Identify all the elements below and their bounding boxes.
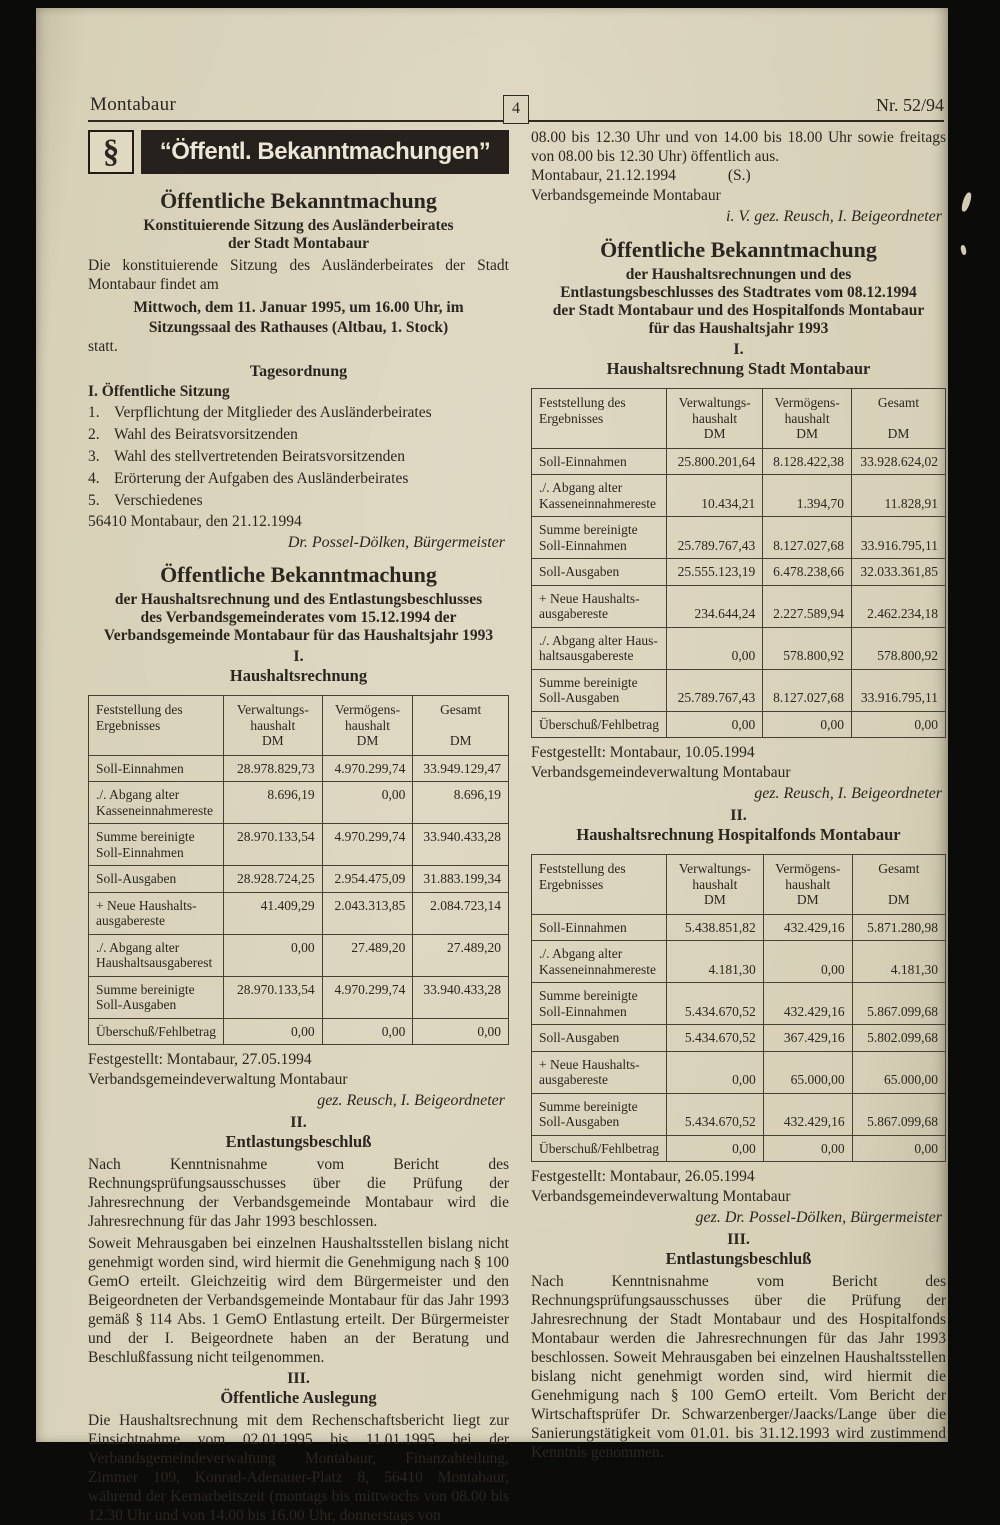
notice-subtitle: Konstituierende Sitzung des Ausländerbeirates (143, 217, 454, 234)
row-value: 0,00 (223, 1018, 322, 1045)
signature: Dr. Possel-Dölken, Bürgermeister (287, 534, 505, 551)
notice-body: Soweit Mehrausgaben bei einzelnen Haushaltsstellen bislang nicht genehmigt worden sind, wird hiermit die Genehmigung nach § 100 GemO erteilt. Gleichzeitig wird dem Bürgermeister und den Beigeordneten der Verbandsgemeinde Montabaur für das Jahr 1993 gemäß § 114 Abs. 1 GemO Entlastung erteilt. Der Bürgermeister und der I. Beigeordnete haben an der Beratung und Beschlußfassung nicht teilgenommen. (88, 1235, 509, 1366)
row-value: 28.970.133,54 (223, 976, 322, 1018)
agenda-item (88, 468, 509, 490)
row-value: 4.181,30 (666, 941, 763, 983)
notice-title: Öffentliche Bekanntmachung (600, 237, 877, 262)
row-value: 432.429,16 (763, 983, 852, 1025)
row-value: 0,00 (413, 1018, 509, 1045)
section-heading: Haushaltsrechnung Stadt Montabaur (606, 359, 871, 378)
row-label: + Neue Haushalts-ausgabereste (532, 1051, 667, 1093)
notice-subtitle: für das Haushaltsjahr 1993 (648, 320, 829, 337)
row-label: Soll-Ausgaben (89, 866, 224, 893)
section-heading: Öffentliche Auslegung (220, 1388, 377, 1407)
header-unit: DM (449, 732, 472, 748)
header-line: haushalt (784, 410, 830, 426)
result-row (89, 782, 509, 824)
row-value: 28.970.133,54 (223, 824, 322, 866)
header-line: Gesamt (878, 861, 920, 876)
issue-number: Nr. 52/94 (875, 95, 944, 115)
paragraph-symbol-icon: § (88, 130, 134, 174)
row-label: + Neue Haushalts-ausgabereste (532, 585, 667, 627)
row-value: 2.084.723,14 (413, 892, 509, 934)
agenda-item (88, 490, 509, 512)
section-numeral: II. (290, 1114, 307, 1131)
header-line: Vermögens- (774, 395, 840, 410)
result-row (532, 475, 946, 517)
result-row (532, 559, 946, 586)
result-row (89, 892, 509, 934)
authority-line: Verbandsgemeindeverwaltung Montabaur (531, 1187, 791, 1205)
row-value: 8.696,19 (223, 782, 322, 824)
header-unit: DM (887, 891, 910, 907)
header-line: Feststellung des (96, 702, 183, 717)
row-value: 31.883.199,34 (413, 866, 509, 893)
signature: gez. Reusch, I. Beigeordneter (317, 1092, 505, 1109)
row-value: 5.867.099,68 (852, 983, 945, 1025)
row-value: 4.970.299,74 (322, 755, 413, 782)
column-header-gesamt (852, 855, 945, 915)
header-unit: DM (261, 733, 284, 748)
row-value: 33.916.795,11 (851, 669, 945, 711)
column-header-feststellung (89, 696, 224, 756)
section-numeral: III. (727, 1231, 750, 1248)
masthead (88, 90, 944, 122)
place-date (531, 166, 946, 186)
column-header-verwaltungshaushalt (666, 389, 762, 449)
agenda-item-text: Wahl des stellvertretenden Beiratsvorsitzenden (114, 447, 405, 465)
header-line: haushalt (785, 876, 831, 892)
row-value: 28.978.829,73 (223, 755, 322, 782)
row-value: 432.429,16 (763, 1093, 852, 1135)
row-value: 0,00 (223, 934, 322, 976)
row-label: Soll-Einnahmen (89, 755, 224, 782)
column-header-gesamt (851, 389, 945, 449)
row-label: Summe bereinigte Soll-Einnahmen (532, 517, 667, 559)
row-value: 33.949.129,47 (413, 755, 509, 782)
result-row (532, 517, 946, 559)
header-line: Verwaltungs- (678, 861, 751, 876)
publication-name: Montabaur (90, 94, 177, 115)
notice-title: Öffentliche Bekanntmachung (160, 188, 437, 213)
authority-line: Verbandsgemeindeverwaltung Montabaur (88, 1070, 348, 1088)
result-row (89, 755, 509, 782)
notice-subtitle: der Haushaltsrechnung und des Entlastungsbeschlusses (114, 591, 483, 608)
row-value: 432.429,16 (763, 914, 852, 941)
row-value: 33.940.433,28 (413, 824, 509, 866)
result-row (532, 669, 946, 711)
row-value: 5.434.670,52 (666, 983, 763, 1025)
row-value: 27.489,20 (413, 934, 509, 976)
agenda-item-number: 2. (88, 425, 100, 443)
result-row (532, 448, 946, 475)
row-value: 10.434,21 (666, 475, 762, 517)
row-value: 4.970.299,74 (322, 976, 413, 1018)
header-line: Verwaltungs- (678, 395, 751, 410)
row-label: Soll-Ausgaben (532, 559, 667, 586)
row-value: 0,00 (852, 1135, 945, 1162)
row-label: Summe bereinigte Soll-Einnahmen (532, 983, 667, 1025)
result-row (532, 711, 946, 738)
row-value: 33.928.624,02 (851, 448, 945, 475)
notice-body: Nach Kenntnisnahme vom Bericht des Rechnungsprüfungsausschusses über die Prüfung der Jahresrechnung der Verbandsgemeinde Montabaur wird die Jahresrechnung für das Jahr 1993 beschlossen. (88, 1156, 509, 1230)
result-row (89, 824, 509, 866)
header-line: Ergebnisses (539, 410, 604, 426)
scan-speck (960, 191, 973, 212)
header-unit: DM (796, 426, 818, 441)
row-value: 8.127.027,68 (763, 517, 852, 559)
header-line: Gesamt (877, 395, 920, 410)
header-line: Verwaltungs- (236, 702, 309, 717)
row-label: Summe bereinigte Soll-Ausgaben (532, 669, 667, 711)
meeting-date: Mittwoch, dem 11. Januar 1995, um 16.00 Uhr, im (133, 299, 464, 316)
row-value: 0,00 (666, 1135, 763, 1162)
row-value: 0,00 (851, 711, 945, 738)
notice-subtitle: Verbandsgemeinde Montabaur für das Haushaltsjahr 1993 (103, 627, 494, 644)
row-value: 2.954.475,09 (322, 866, 413, 893)
signature: i. V. gez. Reusch, I. Beigeordneter (726, 208, 942, 225)
row-label: ./. Abgang alter Haus-haltsausgabereste (532, 627, 667, 669)
row-label: Soll-Einnahmen (532, 914, 667, 941)
result-row (532, 585, 946, 627)
row-value: 0,00 (666, 711, 762, 738)
result-row (89, 1018, 509, 1045)
row-value: 4.181,30 (852, 941, 945, 983)
header-line: Vermögens- (334, 702, 401, 717)
section-numeral: I. (293, 648, 304, 665)
seal-mark: (S.) (727, 167, 751, 184)
result-row (532, 1025, 946, 1052)
row-value: 5.867.099,68 (852, 1093, 945, 1135)
agenda-item (88, 424, 509, 446)
row-value: 41.409,29 (223, 892, 322, 934)
row-value: 578.800,92 (851, 627, 945, 669)
row-value: 4.970.299,74 (322, 824, 413, 866)
column-header-verwaltungshaushalt (223, 696, 322, 756)
table-header-row (532, 855, 946, 915)
row-label: Überschuß/Fehlbetrag (89, 1018, 224, 1045)
row-value: 8.128.422,38 (763, 448, 852, 475)
festgestellt-line: Festgestellt: Montabaur, 26.05.1994 (531, 1168, 755, 1185)
header-line: haushalt (250, 717, 296, 733)
row-label: ./. Abgang alter Kasseneinnahmereste (89, 782, 224, 824)
row-value: 5.434.670,52 (666, 1093, 763, 1135)
notice-title: Öffentliche Bekanntmachung (160, 562, 437, 587)
row-value: 32.033.361,85 (851, 559, 945, 586)
row-value: 25.555.123,19 (666, 559, 762, 586)
row-value: 25.800.201,64 (666, 448, 762, 475)
place-date-text: Montabaur, 21.12.1994 (531, 167, 676, 184)
header-line: haushalt (692, 410, 738, 426)
result-row (89, 976, 509, 1018)
banner-title: “Öffentl. Bekanntmachungen” (141, 130, 509, 174)
row-label: Überschuß/Fehlbetrag (532, 711, 667, 738)
row-value: 578.800,92 (763, 627, 852, 669)
notice-subtitle: der Haushaltsrechnungen und des (625, 266, 852, 283)
header-unit: DM (703, 426, 726, 441)
result-row (532, 1051, 946, 1093)
column-header-feststellung (532, 855, 667, 915)
header-line: Vermögens- (775, 861, 841, 876)
result-row (89, 934, 509, 976)
row-value: 0,00 (763, 711, 852, 738)
header-line: Feststellung des (539, 861, 626, 876)
result-row (89, 866, 509, 893)
festgestellt-line: Festgestellt: Montabaur, 27.05.1994 (88, 1051, 312, 1068)
notice-subtitle: der Stadt Montabaur (228, 235, 369, 252)
section-numeral: III. (287, 1370, 310, 1387)
row-value: 33.916.795,11 (851, 517, 945, 559)
left-column (88, 122, 509, 1525)
agenda-item-number: 5. (88, 491, 100, 509)
row-value: 234.644,24 (666, 585, 762, 627)
authority-line: Verbandsgemeinde Montabaur (531, 186, 721, 204)
column-header-feststellung (532, 389, 667, 449)
result-row (532, 1093, 946, 1135)
row-value: 28.928.724,25 (223, 866, 322, 893)
section-heading: Entlastungsbeschluß (665, 1249, 812, 1268)
signature: gez. Reusch, I. Beigeordneter (754, 785, 942, 802)
notice-body: Die konstituierende Sitzung des Ausländerbeirates der Stadt Montabaur findet am (88, 257, 509, 293)
row-value: 25.789.767,43 (666, 517, 762, 559)
header-line: Feststellung des (539, 395, 626, 410)
gazette-page (36, 8, 948, 1524)
row-value: 2.227.589,94 (763, 585, 852, 627)
agenda-item-number: 3. (88, 447, 100, 465)
table-header-row (532, 389, 946, 449)
row-value: 0,00 (666, 1051, 763, 1093)
row-value: 8.127.027,68 (763, 669, 852, 711)
meeting-location: Sitzungssaal des Rathauses (Altbau, 1. Stock) (148, 318, 449, 336)
header-spacer (859, 411, 938, 426)
header-unit: DM (356, 733, 379, 748)
row-value: 0,00 (322, 782, 413, 824)
row-value: 33.940.433,28 (413, 976, 509, 1018)
result-row (532, 983, 946, 1025)
column-header-gesamt (413, 696, 509, 756)
row-label: Summe bereinigte Soll-Ausgaben (532, 1093, 667, 1135)
row-value: 5.802.099,68 (852, 1025, 945, 1052)
row-value: 5.434.670,52 (666, 1025, 763, 1052)
header-unit: DM (887, 425, 910, 441)
row-value: 367.429,16 (763, 1025, 852, 1052)
agenda-list (88, 402, 509, 512)
result-row (532, 941, 946, 983)
row-label: Überschuß/Fehlbetrag (532, 1135, 667, 1162)
notice-body: Die Haushaltsrechnung mit dem Rechenschaftsbericht liegt zur Einsichtnahme vom 02.01.1995 bis 11.01.1995 bei der Verbandsgemeindeverwaltung Montabaur, Finanzabteilung, Zimmer 109, Konrad-Adenauer-Platz 8, 56410 Montabaur, während der Kernarbeitszeit (montags bis mittwochs von 08.00 bis 12.30 Uhr und von 14.00 bis 16.00 Uhr, donnerstags von (88, 1412, 509, 1524)
notice-body-continued: 08.00 bis 12.30 Uhr und von 14.00 bis 18.00 Uhr sowie freitags von 08.00 bis 12.30 Uhr) öffentlich aus. (531, 129, 946, 165)
header-line: haushalt (345, 717, 391, 733)
column-header-vermoegenshaushalt (322, 696, 413, 756)
header-spacer (860, 877, 938, 892)
row-label: ./. Abgang alter Kasseneinnahmereste (532, 941, 667, 983)
header-line: haushalt (692, 876, 738, 892)
right-column (531, 122, 946, 1462)
scan-speck (960, 245, 967, 256)
section-heading: Haushaltsrechnung Hospitalfonds Montabaur (576, 825, 901, 844)
table-header-row (89, 696, 509, 756)
row-label: Summe bereinigte Soll-Ausgaben (89, 976, 224, 1018)
row-value: 27.489,20 (322, 934, 413, 976)
festgestellt-line: Festgestellt: Montabaur, 10.05.1994 (531, 744, 755, 761)
row-value: 2.462.234,18 (851, 585, 945, 627)
row-value: 1.394,70 (763, 475, 852, 517)
section-heading: Entlastungsbeschluß (225, 1132, 372, 1151)
row-value: 65.000,00 (763, 1051, 852, 1093)
section-numeral: I. (733, 341, 744, 358)
agenda-heading: Tagesordnung (249, 362, 348, 380)
budget-table-hospitalfonds (531, 854, 946, 1162)
row-value: 5.438.851,82 (666, 914, 763, 941)
header-unit: DM (704, 892, 726, 907)
notice-body: statt. (88, 338, 118, 355)
section-heading: Haushaltsrechnung (229, 666, 368, 685)
row-value: 65.000,00 (852, 1051, 945, 1093)
row-value: 6.478.238,66 (763, 559, 852, 586)
header-spacer (420, 718, 501, 733)
authority-line: Verbandsgemeindeverwaltung Montabaur (531, 763, 791, 781)
agenda-item (88, 446, 509, 468)
result-row (532, 627, 946, 669)
budget-table-verbandsgemeinde (88, 695, 509, 1045)
row-value: 25.789.767,43 (666, 669, 762, 711)
row-value: 0,00 (763, 941, 852, 983)
section-banner (88, 130, 509, 174)
row-label: Soll-Einnahmen (532, 448, 667, 475)
row-value: 11.828,91 (851, 475, 945, 517)
column-header-verwaltungshaushalt (666, 855, 763, 915)
row-value: 2.043.313,85 (322, 892, 413, 934)
signature: gez. Dr. Possel-Dölken, Bürgermeister (695, 1209, 942, 1226)
row-value: 0,00 (322, 1018, 413, 1045)
row-label: ./. Abgang alter Haushaltsausgaberest (89, 934, 224, 976)
notice-body: Nach Kenntnisnahme vom Bericht des Rechnungsprüfungsausschusses über die Prüfung der Jahresrechnung der Stadt Montabaur und des Hospitalfonds Montabaur werden die Jahresrechnungen für das Jahr 1993 beschlossen. Soweit Mehrausgaben bei einzelnen Haushaltsstellen bislang nicht genehmigt worden sind, wird hiermit die Genehmigung nach § 100 GemO erteilt. Vom Bericht der Wirtschaftsprüfer Dr. Schwarzenberger/Jaacks/Lange über die Sanierungstätigkeit vom 01.01. bis 31.12.1993 wird zustimmend Kenntnis genommen. (531, 1273, 946, 1461)
header-line: Ergebnisses (96, 717, 161, 733)
budget-table-stadt (531, 388, 946, 738)
row-value: 0,00 (666, 627, 762, 669)
agenda-item-number: 4. (88, 469, 100, 487)
row-label: ./. Abgang alter Kasseneinnahmereste (532, 475, 667, 517)
place-date: 56410 Montabaur, den 21.12.1994 (88, 512, 302, 530)
notice-subtitle: Entlastungsbeschlusses des Stadtrates vom 08.12.1994 (560, 284, 917, 301)
row-value: 0,00 (763, 1135, 852, 1162)
page-number-box: 4 (503, 95, 529, 124)
row-label: Summe bereinigte Soll-Einnahmen (89, 824, 224, 866)
agenda-item (88, 402, 509, 424)
notice-subtitle: des Verbandsgemeinderates vom 15.12.1994 der (140, 609, 457, 626)
row-label: + Neue Haushalts-ausgabereste (89, 892, 224, 934)
row-value: 8.696,19 (413, 782, 509, 824)
row-value: 5.871.280,98 (852, 914, 945, 941)
session-heading: I. Öffentliche Sitzung (88, 382, 230, 400)
agenda-item-text: Erörterung der Aufgaben des Ausländerbeirates (114, 469, 409, 487)
agenda-item-number: 1. (88, 403, 100, 421)
agenda-item-text: Verpflichtung der Mitglieder des Ausländerbeirates (114, 403, 432, 421)
header-line: Gesamt (440, 702, 482, 717)
header-line: Ergebnisses (539, 876, 604, 892)
result-row (532, 1135, 946, 1162)
section-numeral: II. (730, 807, 747, 824)
agenda-item-text: Verschiedenes (114, 491, 203, 509)
column-header-vermoegenshaushalt (763, 389, 852, 449)
result-row (532, 914, 946, 941)
agenda-item-text: Wahl des Beiratsvorsitzenden (114, 425, 298, 443)
column-header-vermoegenshaushalt (763, 855, 852, 915)
row-label: Soll-Ausgaben (532, 1025, 667, 1052)
notice-subtitle: der Stadt Montabaur und des Hospitalfonds Montabaur (552, 302, 925, 319)
header-unit: DM (796, 892, 819, 907)
